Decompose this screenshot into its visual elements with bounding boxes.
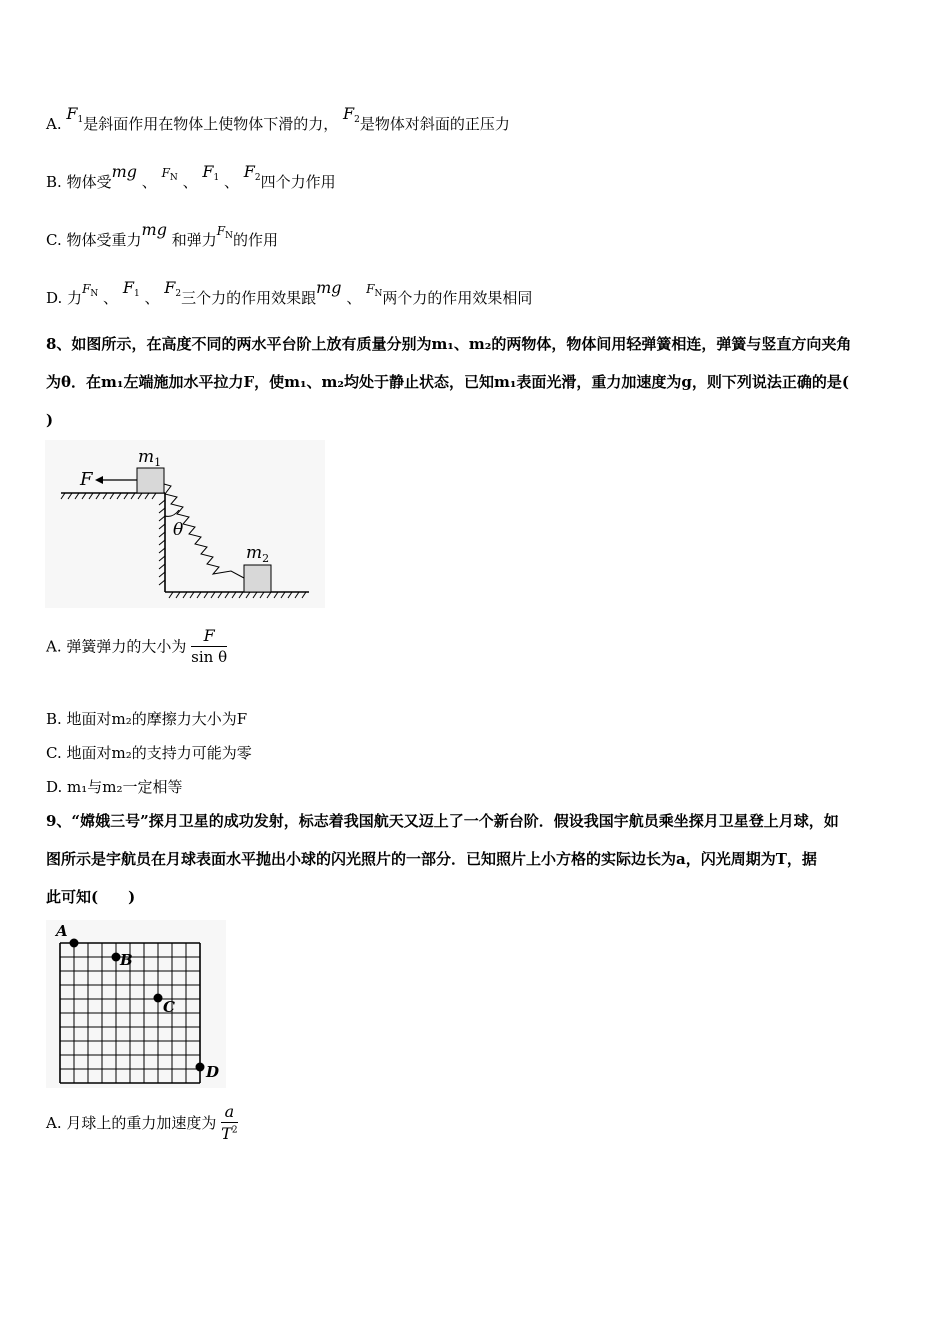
label-theta: θ [173, 520, 184, 540]
label-b: B [120, 951, 133, 969]
symbol-fn: FN [82, 282, 99, 299]
q8-stem-line3: ) [46, 411, 54, 429]
q8-stem-line1: 8、如图所示，在高度不同的两水平台阶上放有质量分别为m₁、m₂的两物体，物体间用轻弹簧相连，弹簧与竖直方向夹角 [46, 335, 852, 353]
q9-option-a: A. 月球上的重力加速度为 $\frac{a}{T^2}$ [46, 1102, 238, 1143]
symbol-mg: mg [111, 162, 138, 181]
q8-option-a: A. 弹簧弹力的大小为 $\frac{F}{\text{sin θ}}$ [46, 626, 228, 666]
symbol-f1: $F_1$ [202, 162, 220, 183]
symbol-f1: $F_1$ [122, 278, 140, 299]
label-force-f: F [80, 469, 93, 490]
label-d: D [206, 1063, 220, 1081]
q8-option-c: C. 地面对m₂的支持力可能为零 [46, 744, 252, 762]
q9-figure-flash-photo-grid [46, 920, 226, 1088]
q7-option-d: D. 力$^{F_N}$ 、 $F_1$ 、 $F_2$三个力的作用效果跟mg 、 $^{F_N}$两个力的作用效果相同 [46, 278, 533, 307]
point-a [70, 939, 79, 948]
block-m2 [244, 565, 271, 592]
q7-option-b: B. 物体受mg 、 $^{F_N}$ 、 $F_1$ 、 $F_2$四个力作用 [46, 162, 336, 191]
symbol-f2: $F_2$ [164, 278, 182, 299]
symbol-mg: mg [141, 220, 167, 239]
label-a: A [56, 922, 68, 940]
symbol-fn: FN [161, 166, 178, 183]
fraction-a-over-t-squared: $\frac{a}{T^2}$ [221, 1102, 238, 1143]
point-d [196, 1063, 205, 1072]
symbol-f2: $F_2$ [243, 162, 261, 183]
block-m1 [137, 468, 164, 493]
fraction-f-over-sin-theta: $\frac{F}{\text{sin θ}}$ [191, 626, 228, 666]
point-c [154, 994, 163, 1003]
symbol-mg: mg [316, 278, 342, 297]
symbol-fn: FN [366, 282, 383, 299]
q8-figure-spring-blocks [45, 440, 325, 608]
label-c: C [163, 998, 175, 1016]
q8-stem-line2: 为θ．在m₁左端施加水平拉力F，使m₁、m₂均处于静止状态，已知m₁表面光滑，重力加速度为g，则下列说法正确的是( [46, 373, 850, 391]
q9-stem-line3: 此可知( ) [46, 888, 136, 906]
q8-option-d: D. m₁与m₂一定相等 [46, 778, 183, 796]
label-m2: $m_2$ [246, 543, 270, 565]
symbol-fn: FN [216, 224, 233, 241]
q9-stem-line2: 图所示是宇航员在月球表面水平抛出小球的闪光照片的一部分．已知照片上小方格的实际边长为a，闪光周期为T，据 [46, 850, 817, 868]
q7-option-c: C. 物体受重力mg 和弹力$^{F_N}$的作用 [46, 220, 278, 249]
q7-option-a: A. $F_1$是斜面作用在物体上使物体下滑的力， $F_2$是物体对斜面的正压力 [46, 104, 510, 133]
symbol-f1: $F_1$ [66, 104, 84, 125]
label-m1: $m_1$ [138, 447, 162, 469]
q9-stem-line1: 9、“嫦娥三号”探月卫星的成功发射，标志着我国航天又迈上了一个新台阶．假设我国宇航员乘坐探月卫星登上月球，如 [46, 812, 839, 830]
q8-option-b: B. 地面对m₂的摩擦力大小为F [46, 710, 248, 728]
symbol-f2: $F_2$ [343, 104, 360, 125]
